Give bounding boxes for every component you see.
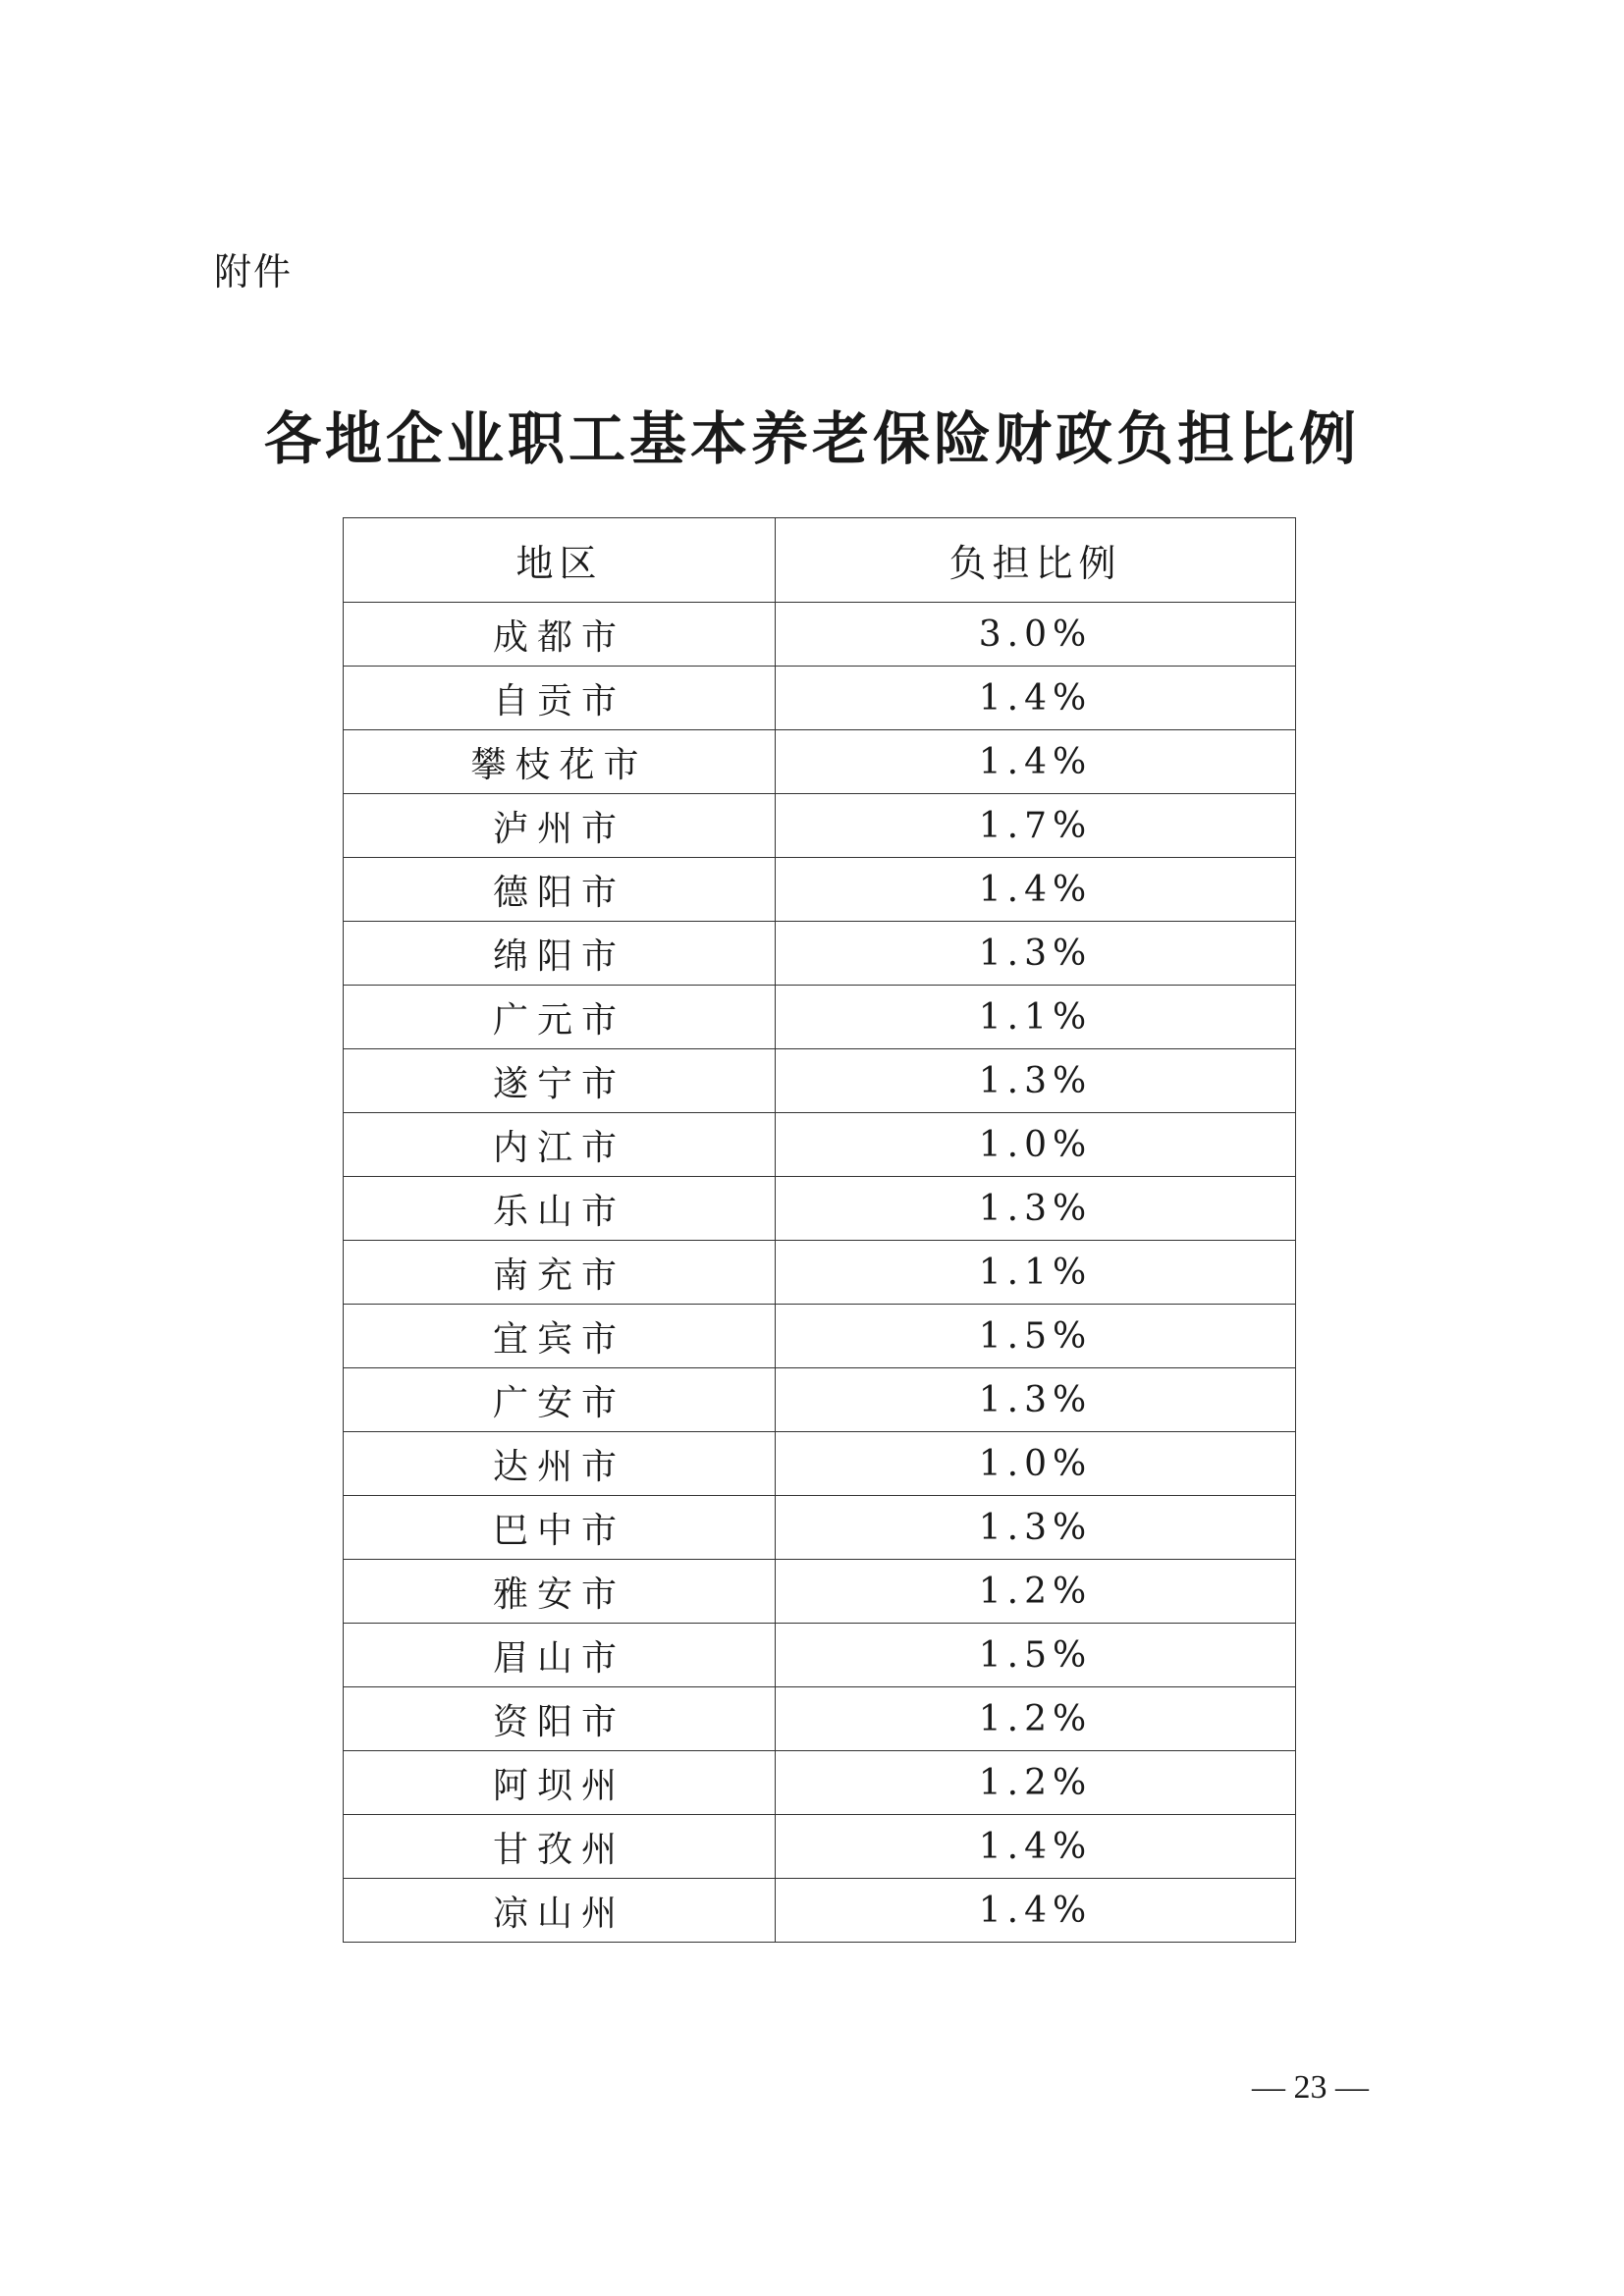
ratio-cell: 1.3% bbox=[776, 922, 1296, 986]
ratio-cell: 1.5% bbox=[776, 1305, 1296, 1368]
table-row bbox=[344, 603, 1296, 667]
region-cell: 德阳市 bbox=[344, 858, 776, 922]
ratio-cell: 1.4% bbox=[776, 858, 1296, 922]
region-cell: 达州市 bbox=[344, 1432, 776, 1496]
ratio-cell: 1.0% bbox=[776, 1113, 1296, 1177]
region-cell: 自贡市 bbox=[344, 667, 776, 730]
region-cell: 凉山州 bbox=[344, 1879, 776, 1943]
document-title: 各地企业职工基本养老保险财政负担比例 bbox=[263, 405, 1360, 472]
table-body bbox=[344, 603, 1296, 1943]
region-cell: 内江市 bbox=[344, 1113, 776, 1177]
ratio-cell: 1.2% bbox=[776, 1560, 1296, 1624]
table-row bbox=[344, 1432, 1296, 1496]
ratio-cell: 1.3% bbox=[776, 1368, 1296, 1432]
region-cell: 攀枝花市 bbox=[344, 730, 776, 794]
region-cell: 广安市 bbox=[344, 1368, 776, 1432]
table-row bbox=[344, 986, 1296, 1049]
region-cell: 广元市 bbox=[344, 986, 776, 1049]
region-cell: 巴中市 bbox=[344, 1496, 776, 1560]
ratio-cell: 1.2% bbox=[776, 1751, 1296, 1815]
table-row bbox=[344, 1879, 1296, 1943]
attachment-label: 附件 bbox=[214, 250, 294, 294]
table-row bbox=[344, 1177, 1296, 1241]
ratio-column-header: 负担比例 bbox=[776, 518, 1296, 603]
ratio-cell: 1.4% bbox=[776, 1879, 1296, 1943]
ratio-cell: 1.1% bbox=[776, 986, 1296, 1049]
table-row bbox=[344, 1368, 1296, 1432]
region-cell: 乐山市 bbox=[344, 1177, 776, 1241]
region-cell: 甘孜州 bbox=[344, 1815, 776, 1879]
ratio-cell: 1.2% bbox=[776, 1687, 1296, 1751]
table-row bbox=[344, 858, 1296, 922]
table-row bbox=[344, 730, 1296, 794]
table-row bbox=[344, 1496, 1296, 1560]
region-cell: 宜宾市 bbox=[344, 1305, 776, 1368]
page-number: — 23 — bbox=[1252, 2069, 1369, 2106]
ratio-cell: 3.0% bbox=[776, 603, 1296, 667]
ratio-cell: 1.7% bbox=[776, 794, 1296, 858]
ratio-cell: 1.4% bbox=[776, 667, 1296, 730]
region-column-header: 地区 bbox=[344, 518, 776, 603]
table-row bbox=[344, 1113, 1296, 1177]
ratio-cell: 1.1% bbox=[776, 1241, 1296, 1305]
ratio-cell: 1.4% bbox=[776, 1815, 1296, 1879]
region-cell: 成都市 bbox=[344, 603, 776, 667]
table-row bbox=[344, 1241, 1296, 1305]
table-row bbox=[344, 1560, 1296, 1624]
table-row bbox=[344, 1305, 1296, 1368]
ratio-cell: 1.4% bbox=[776, 730, 1296, 794]
region-cell: 雅安市 bbox=[344, 1560, 776, 1624]
region-cell: 南充市 bbox=[344, 1241, 776, 1305]
ratio-cell: 1.3% bbox=[776, 1496, 1296, 1560]
ratio-cell: 1.0% bbox=[776, 1432, 1296, 1496]
table-row bbox=[344, 1049, 1296, 1113]
region-cell: 眉山市 bbox=[344, 1624, 776, 1687]
table-row bbox=[344, 794, 1296, 858]
region-cell: 资阳市 bbox=[344, 1687, 776, 1751]
ratio-cell: 1.3% bbox=[776, 1177, 1296, 1241]
region-cell: 泸州市 bbox=[344, 794, 776, 858]
ratio-cell: 1.3% bbox=[776, 1049, 1296, 1113]
table-row bbox=[344, 1687, 1296, 1751]
table-row bbox=[344, 1751, 1296, 1815]
region-cell: 绵阳市 bbox=[344, 922, 776, 986]
burden-ratio-table bbox=[343, 517, 1296, 1943]
region-cell: 阿坝州 bbox=[344, 1751, 776, 1815]
table-header-row bbox=[344, 518, 1296, 603]
ratio-cell: 1.5% bbox=[776, 1624, 1296, 1687]
table-row bbox=[344, 667, 1296, 730]
region-cell: 遂宁市 bbox=[344, 1049, 776, 1113]
table-row bbox=[344, 922, 1296, 986]
table-row bbox=[344, 1624, 1296, 1687]
table-row bbox=[344, 1815, 1296, 1879]
